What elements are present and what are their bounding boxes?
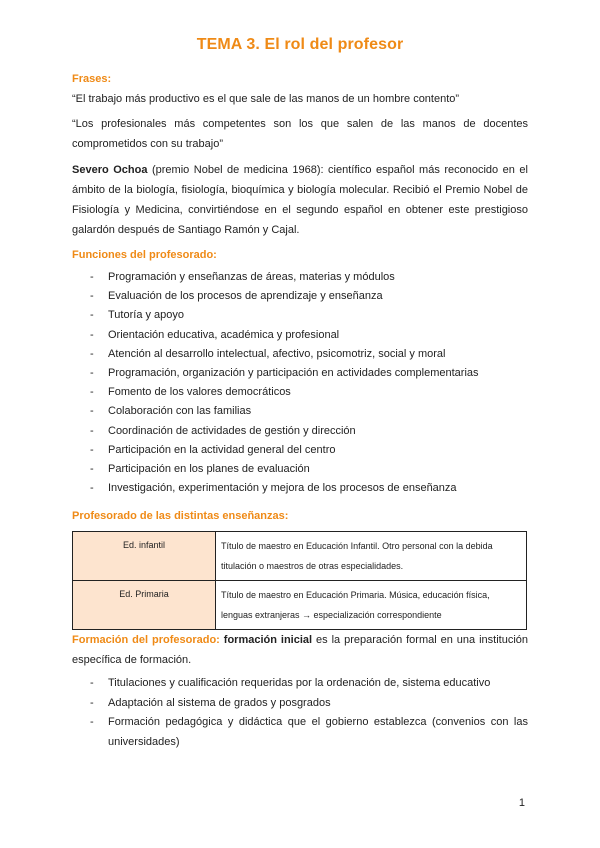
table-row	[73, 581, 527, 630]
level-cell: Ed. infantil	[73, 532, 216, 581]
ochoa-name: Severo Ochoa	[72, 164, 148, 176]
list-item: - Titulaciones y cualificación requeridas por la ordenación de, sistema educativo	[72, 674, 528, 694]
quote-2: “Los profesionales más competentes son los que salen de las manos de docentes comprometidos con su trabajo”	[72, 118, 528, 150]
frases-heading: Frases:	[72, 73, 112, 85]
list-item: - Participación en la actividad general del centro	[72, 441, 528, 460]
formacion-list	[72, 674, 528, 752]
list-item: - Atención al desarrollo intelectual, afectivo, psicomotriz, social y moral	[72, 345, 528, 364]
list-item: - Evaluación de los procesos de aprendizaje y enseñanza	[72, 287, 528, 306]
list-item: - Investigación, experimentación y mejora de los procesos de enseñanza	[72, 479, 528, 498]
description-cell: Título de maestro en Educación Primaria. Música, educación física, lenguas extranjeras → especialización correspondiente	[216, 581, 527, 630]
list-item: - Colaboración con las familias	[72, 402, 528, 421]
formacion-text: es la preparación formal en una institución específica de formación.	[72, 634, 528, 666]
level-cell: Ed. Primaria	[73, 581, 216, 630]
formacion-term: formación inicial	[223, 634, 313, 646]
page-number: 1	[518, 797, 525, 809]
page-title: TEMA 3. El rol del profesor	[196, 36, 404, 53]
funciones-list	[72, 268, 528, 498]
formacion-heading: Formación del profesorado:	[72, 634, 220, 646]
quote-1: “El trabajo más productivo es el que sale de las manos de un hombre contento”	[72, 93, 460, 105]
list-item: - Coordinación de actividades de gestión y dirección	[72, 422, 528, 441]
list-item: - Programación, organización y participación en actividades complementarias	[72, 364, 528, 383]
ochoa-paragraph	[72, 160, 528, 240]
levels-table	[72, 531, 527, 630]
ochoa-text: (premio Nobel de medicina 1968): científico español más reconocido en el ámbito de la biología, fisiología, bioquímica y biología molecular. Recibió el Premio Nobel de Fisiología y Medicina, convirtiéndose en el segundo español en obtener este prestigioso galardón después de Santiago Ramón y Cajal.	[72, 164, 528, 236]
ensenanzas-heading: Profesorado de las distintas enseñanzas:	[72, 510, 289, 522]
formacion-paragraph	[72, 630, 528, 670]
list-item: - Orientación educativa, académica y profesional	[72, 326, 528, 345]
list-item: - Participación en los planes de evaluación	[72, 460, 528, 479]
list-item: - Programación y enseñanzas de áreas, materias y módulos	[72, 268, 528, 287]
list-item: - Tutoría y apoyo	[72, 306, 528, 325]
list-item: - Adaptación al sistema de grados y posgrados	[72, 694, 528, 714]
description-cell: Título de maestro en Educación Infantil. Otro personal con la debida titulación o maestros de otras especialidades.	[216, 532, 527, 581]
funciones-heading: Funciones del profesorado:	[72, 249, 217, 261]
list-item: - Fomento de los valores democráticos	[72, 383, 528, 402]
table-row	[73, 532, 527, 581]
list-item: - Formación pedagógica y didáctica que el gobierno establezca (convenios con las universidades)	[72, 713, 528, 752]
